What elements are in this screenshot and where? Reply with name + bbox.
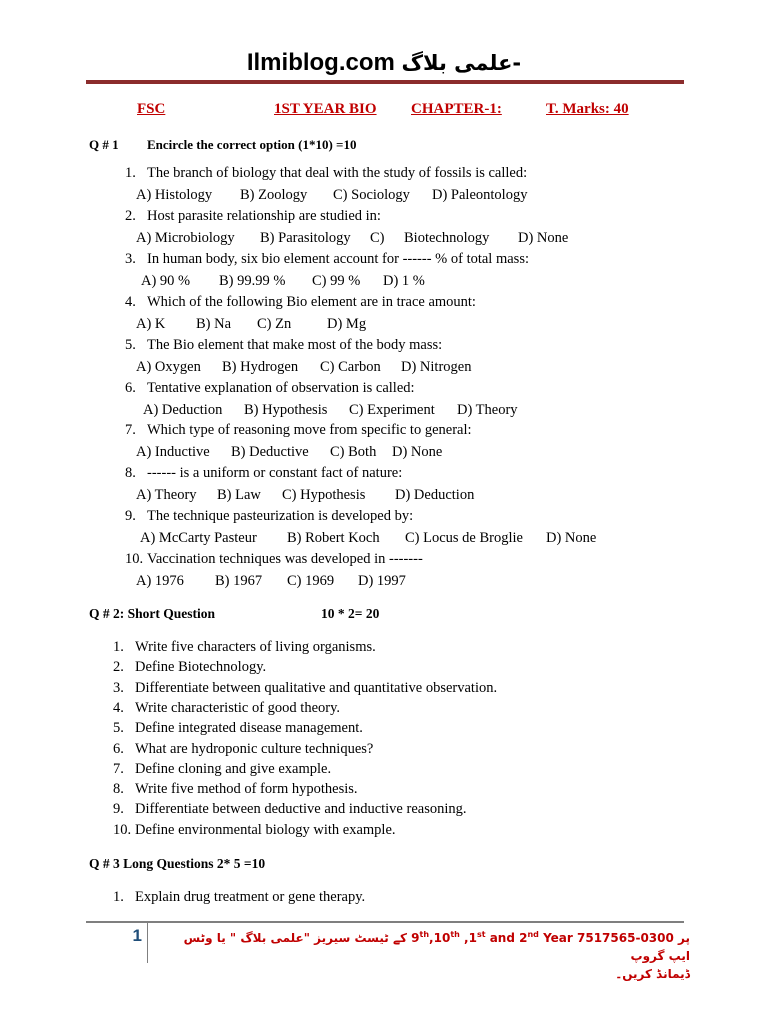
answer-option: D) Nitrogen (401, 358, 472, 375)
mcq-question (125, 379, 415, 397)
q1-heading (89, 137, 357, 153)
promo-classes: 9th,10th ,1st and 2nd Year (411, 930, 573, 945)
question-text: ------ is a uniform or constant fact of nature: (147, 465, 403, 482)
question-number: 6. (113, 740, 124, 757)
answer-option: B) Law (217, 487, 261, 504)
site-name: Ilmiblog.com (246, 49, 395, 76)
exam-chapter: CHAPTER-1: (411, 101, 502, 117)
q2-marks: 10 * 2= 20 (321, 606, 380, 621)
footer-divider (86, 921, 684, 923)
q1-label: Q # 1 (89, 137, 119, 152)
exam-class: FSC (137, 101, 166, 117)
mcq-question (125, 336, 442, 354)
question-text: Write five characters of living organisms. (135, 639, 376, 655)
short-question (113, 821, 396, 839)
question-text: Write characteristic of good theory. (135, 699, 341, 716)
short-question (113, 679, 497, 697)
question-text: In human body, six bio element account for ------ % of total mass: (147, 250, 529, 267)
question-number: 3. (113, 679, 124, 696)
page-number: 1 (132, 926, 142, 945)
question-number: 2. (125, 207, 136, 224)
question-number: 1. (125, 165, 136, 181)
short-question (113, 780, 358, 798)
answer-option: C) Both (330, 444, 377, 461)
short-question (113, 699, 340, 717)
question-number: 7. (113, 760, 124, 777)
answer-option: D) Theory (457, 401, 518, 418)
question-text: Tentative explanation of observation is called: (147, 379, 415, 396)
short-question (113, 760, 331, 778)
short-question (113, 638, 376, 656)
answer-option: B) Hydrogen (222, 358, 299, 375)
answer-option: C) 99 % (312, 272, 361, 289)
answer-option: C) Hypothesis (282, 487, 366, 504)
answer-option: D) 1 % (383, 272, 425, 289)
q2-heading (89, 606, 380, 622)
short-question (113, 800, 467, 818)
question-text: The Bio element that make most of the body mass: (147, 336, 443, 353)
question-number: 5. (125, 336, 136, 353)
question-number: 4. (113, 699, 124, 716)
answer-option: D) Deduction (395, 487, 475, 504)
mcq-question (125, 293, 476, 311)
answer-option: D) None (546, 530, 597, 547)
mcq-question (125, 507, 413, 525)
answer-option: A) 90 % (141, 272, 191, 289)
footer-promo (160, 926, 690, 983)
mcq-question (125, 250, 529, 268)
question-text: Vaccination techniques was developed in ------- (147, 551, 423, 568)
answer-option: A) Inductive (136, 444, 210, 461)
mcq-question (125, 164, 527, 182)
answer-option: A) Oxygen (136, 358, 201, 375)
site-name-urdu: علمی بلاگ- (401, 51, 522, 75)
answer-option: B) Na (196, 315, 232, 332)
answer-option: C) Carbon (320, 358, 381, 375)
question-number: 6. (125, 379, 136, 396)
question-text: Which type of reasoning move from specific to general: (147, 422, 472, 439)
answer-option: B) Parasitology (260, 229, 351, 246)
answer-option: D) 1997 (358, 573, 406, 590)
answer-option: C) Sociology (333, 187, 410, 203)
answer-option: C) Locus de Broglie (405, 530, 523, 547)
answer-option: D) Paleontology (432, 187, 528, 203)
q3-heading (89, 856, 265, 872)
answer-option: D) None (518, 229, 569, 246)
answer-option: A) Histology (136, 187, 213, 203)
question-text: Define cloning and give example. (135, 760, 332, 777)
question-number: 5. (113, 720, 124, 737)
question-number: 3. (125, 250, 136, 267)
question-number: 1. (113, 639, 124, 655)
answer-option: A) Microbiology (136, 229, 235, 246)
answer-option: B) Hypothesis (244, 401, 328, 418)
header-divider (86, 80, 684, 84)
answer-option: C) (370, 229, 385, 246)
promo-line-1 (160, 926, 690, 965)
promo-text: کے ٹیسٹ سیریز "علمی بلاگ " یا وٹس ایپ گروپ (183, 931, 690, 963)
answer-option: A) 1976 (136, 573, 184, 590)
short-question (113, 719, 363, 737)
answer-option: A) Theory (136, 487, 197, 504)
question-text: Host parasite relationship are studied in: (147, 207, 381, 224)
mcq-question (125, 464, 402, 482)
q2-label: Q # 2: Short Question (89, 606, 216, 621)
mcq-question (125, 207, 381, 225)
question-text: Which of the following Bio element are in trace amount: (147, 293, 476, 310)
answer-option: B) Deductive (231, 444, 309, 461)
promo-phone: پر 0300-7517565 (572, 931, 690, 945)
question-number: 8. (125, 465, 136, 482)
exam-total-marks: T. Marks: 40 (546, 101, 629, 117)
answer-option: Biotechnology (404, 229, 490, 246)
long-question (113, 888, 365, 906)
question-text: The technique pasteurization is developed by: (147, 508, 414, 525)
question-number: 10. (113, 821, 132, 838)
mcq-question (125, 550, 423, 568)
question-number: 9. (113, 801, 124, 818)
answer-option: C) Zn (257, 315, 292, 332)
question-text: Differentiate between deductive and inductive reasoning. (135, 801, 467, 818)
question-text: Define Biotechnology. (135, 659, 267, 676)
answer-option: B) 99.99 % (219, 272, 286, 289)
mcq-question (125, 421, 472, 439)
answer-option: B) Zoology (240, 187, 308, 203)
q1-instruction: Encircle the correct option (1*10) =10 (147, 137, 357, 152)
answer-option: A) K (136, 315, 166, 332)
q3-label: Q # 3 Long Questions 2* 5 =10 (89, 856, 266, 871)
question-text: What are hydroponic culture techniques? (135, 740, 374, 757)
question-number: 1. (113, 889, 124, 905)
answer-option: B) Robert Koch (287, 530, 380, 547)
promo-line-2: ڈیمانڈ کریں۔ (615, 967, 690, 981)
footer-separator (147, 923, 148, 963)
question-text: Write five method of form hypothesis. (135, 781, 358, 798)
answer-option: B) 1967 (215, 573, 263, 590)
site-title (0, 46, 768, 80)
exam-header (0, 101, 768, 123)
question-number: 7. (125, 422, 136, 439)
exam-year-subject: 1ST YEAR BIO (274, 101, 377, 117)
question-text: Differentiate between qualitative and quantitative observation. (135, 679, 498, 696)
answer-option: A) McCarty Pasteur (140, 530, 257, 547)
answer-option: D) None (392, 444, 443, 461)
question-text: The branch of biology that deal with the study of fossils is called: (147, 165, 528, 181)
question-number: 4. (125, 293, 136, 310)
question-text: Explain drug treatment or gene therapy. (135, 889, 366, 905)
answer-option: C) 1969 (287, 573, 335, 590)
question-number: 2. (113, 659, 124, 676)
answer-option: D) Mg (327, 315, 367, 332)
question-number: 8. (113, 781, 124, 798)
short-question (113, 658, 266, 676)
question-number: 10. (125, 551, 144, 568)
question-text: Define environmental biology with example. (135, 821, 396, 838)
answer-option: A) Deduction (143, 401, 223, 418)
question-number: 9. (125, 508, 136, 525)
short-question (113, 740, 373, 758)
answer-option: C) Experiment (349, 401, 435, 418)
question-text: Define integrated disease management. (135, 720, 363, 737)
